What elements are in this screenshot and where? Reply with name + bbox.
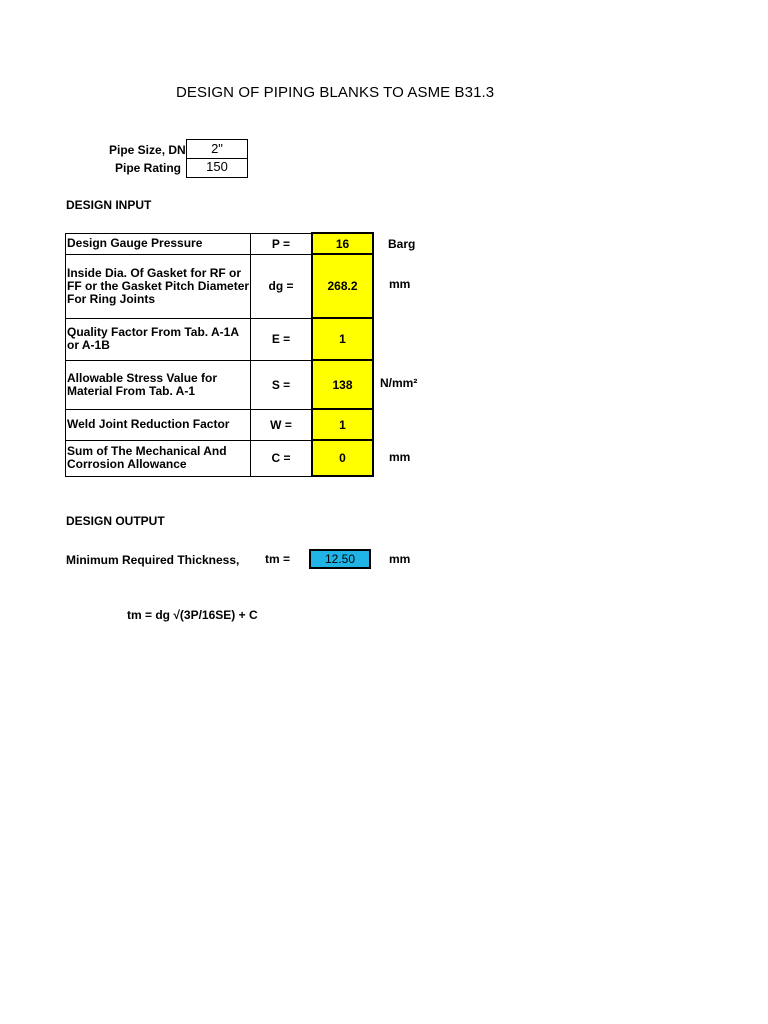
input-desc: Inside Dia. Of Gasket for RF or FF or the Gasket Pitch Diameter For Ring Joints (66, 254, 251, 318)
output-symbol: tm = (265, 552, 291, 566)
unit-label: Barg (388, 237, 416, 251)
table-row (66, 440, 374, 476)
design-input-heading: DESIGN INPUT (66, 198, 152, 212)
table-row (66, 254, 374, 318)
table-row (66, 318, 374, 360)
page-title: DESIGN OF PIPING BLANKS TO ASME B31.3 (176, 84, 495, 101)
design-input-table (65, 232, 374, 477)
input-desc: Sum of The Mechanical And Corrosion Allowance (66, 440, 251, 476)
input-desc: Design Gauge Pressure (66, 233, 251, 254)
input-desc: Quality Factor From Tab. A-1A or A-1B (66, 318, 251, 360)
input-symbol: C = (251, 440, 313, 476)
input-symbol: E = (251, 318, 313, 360)
formula-text: tm = dg √(3P/16SE) + C (127, 608, 258, 622)
input-desc: Allowable Stress Value for Material From Tab. A-1 (66, 360, 251, 409)
input-symbol: dg = (251, 254, 313, 318)
input-value-pressure[interactable]: 16 (312, 233, 373, 254)
input-value-allowance[interactable]: 0 (312, 440, 373, 476)
pipe-size-label: Pipe Size, DN (109, 143, 186, 157)
table-row (66, 360, 374, 409)
unit-label: N/mm² (380, 376, 418, 390)
pipe-rating-value[interactable]: 150 (186, 158, 248, 178)
pipe-rating-label: Pipe Rating (115, 161, 182, 175)
input-symbol: S = (251, 360, 313, 409)
input-symbol: W = (251, 409, 313, 440)
input-value-quality-factor[interactable]: 1 (312, 318, 373, 360)
input-symbol: P = (251, 233, 313, 254)
pipe-size-value[interactable]: 2" (186, 139, 248, 159)
unit-label: mm (389, 450, 411, 464)
input-value-gasket-dia[interactable]: 268.2 (312, 254, 373, 318)
table-row (66, 409, 374, 440)
input-value-allowable-stress[interactable]: 138 (312, 360, 373, 409)
output-label: Minimum Required Thickness, (66, 553, 240, 567)
output-value-thickness[interactable]: 12.50 (309, 549, 371, 569)
input-desc: Weld Joint Reduction Factor (66, 409, 251, 440)
table-row (66, 233, 374, 254)
unit-label: mm (389, 277, 411, 291)
design-output-heading: DESIGN OUTPUT (66, 514, 165, 528)
output-unit: mm (389, 552, 411, 566)
input-value-weld-factor[interactable]: 1 (312, 409, 373, 440)
